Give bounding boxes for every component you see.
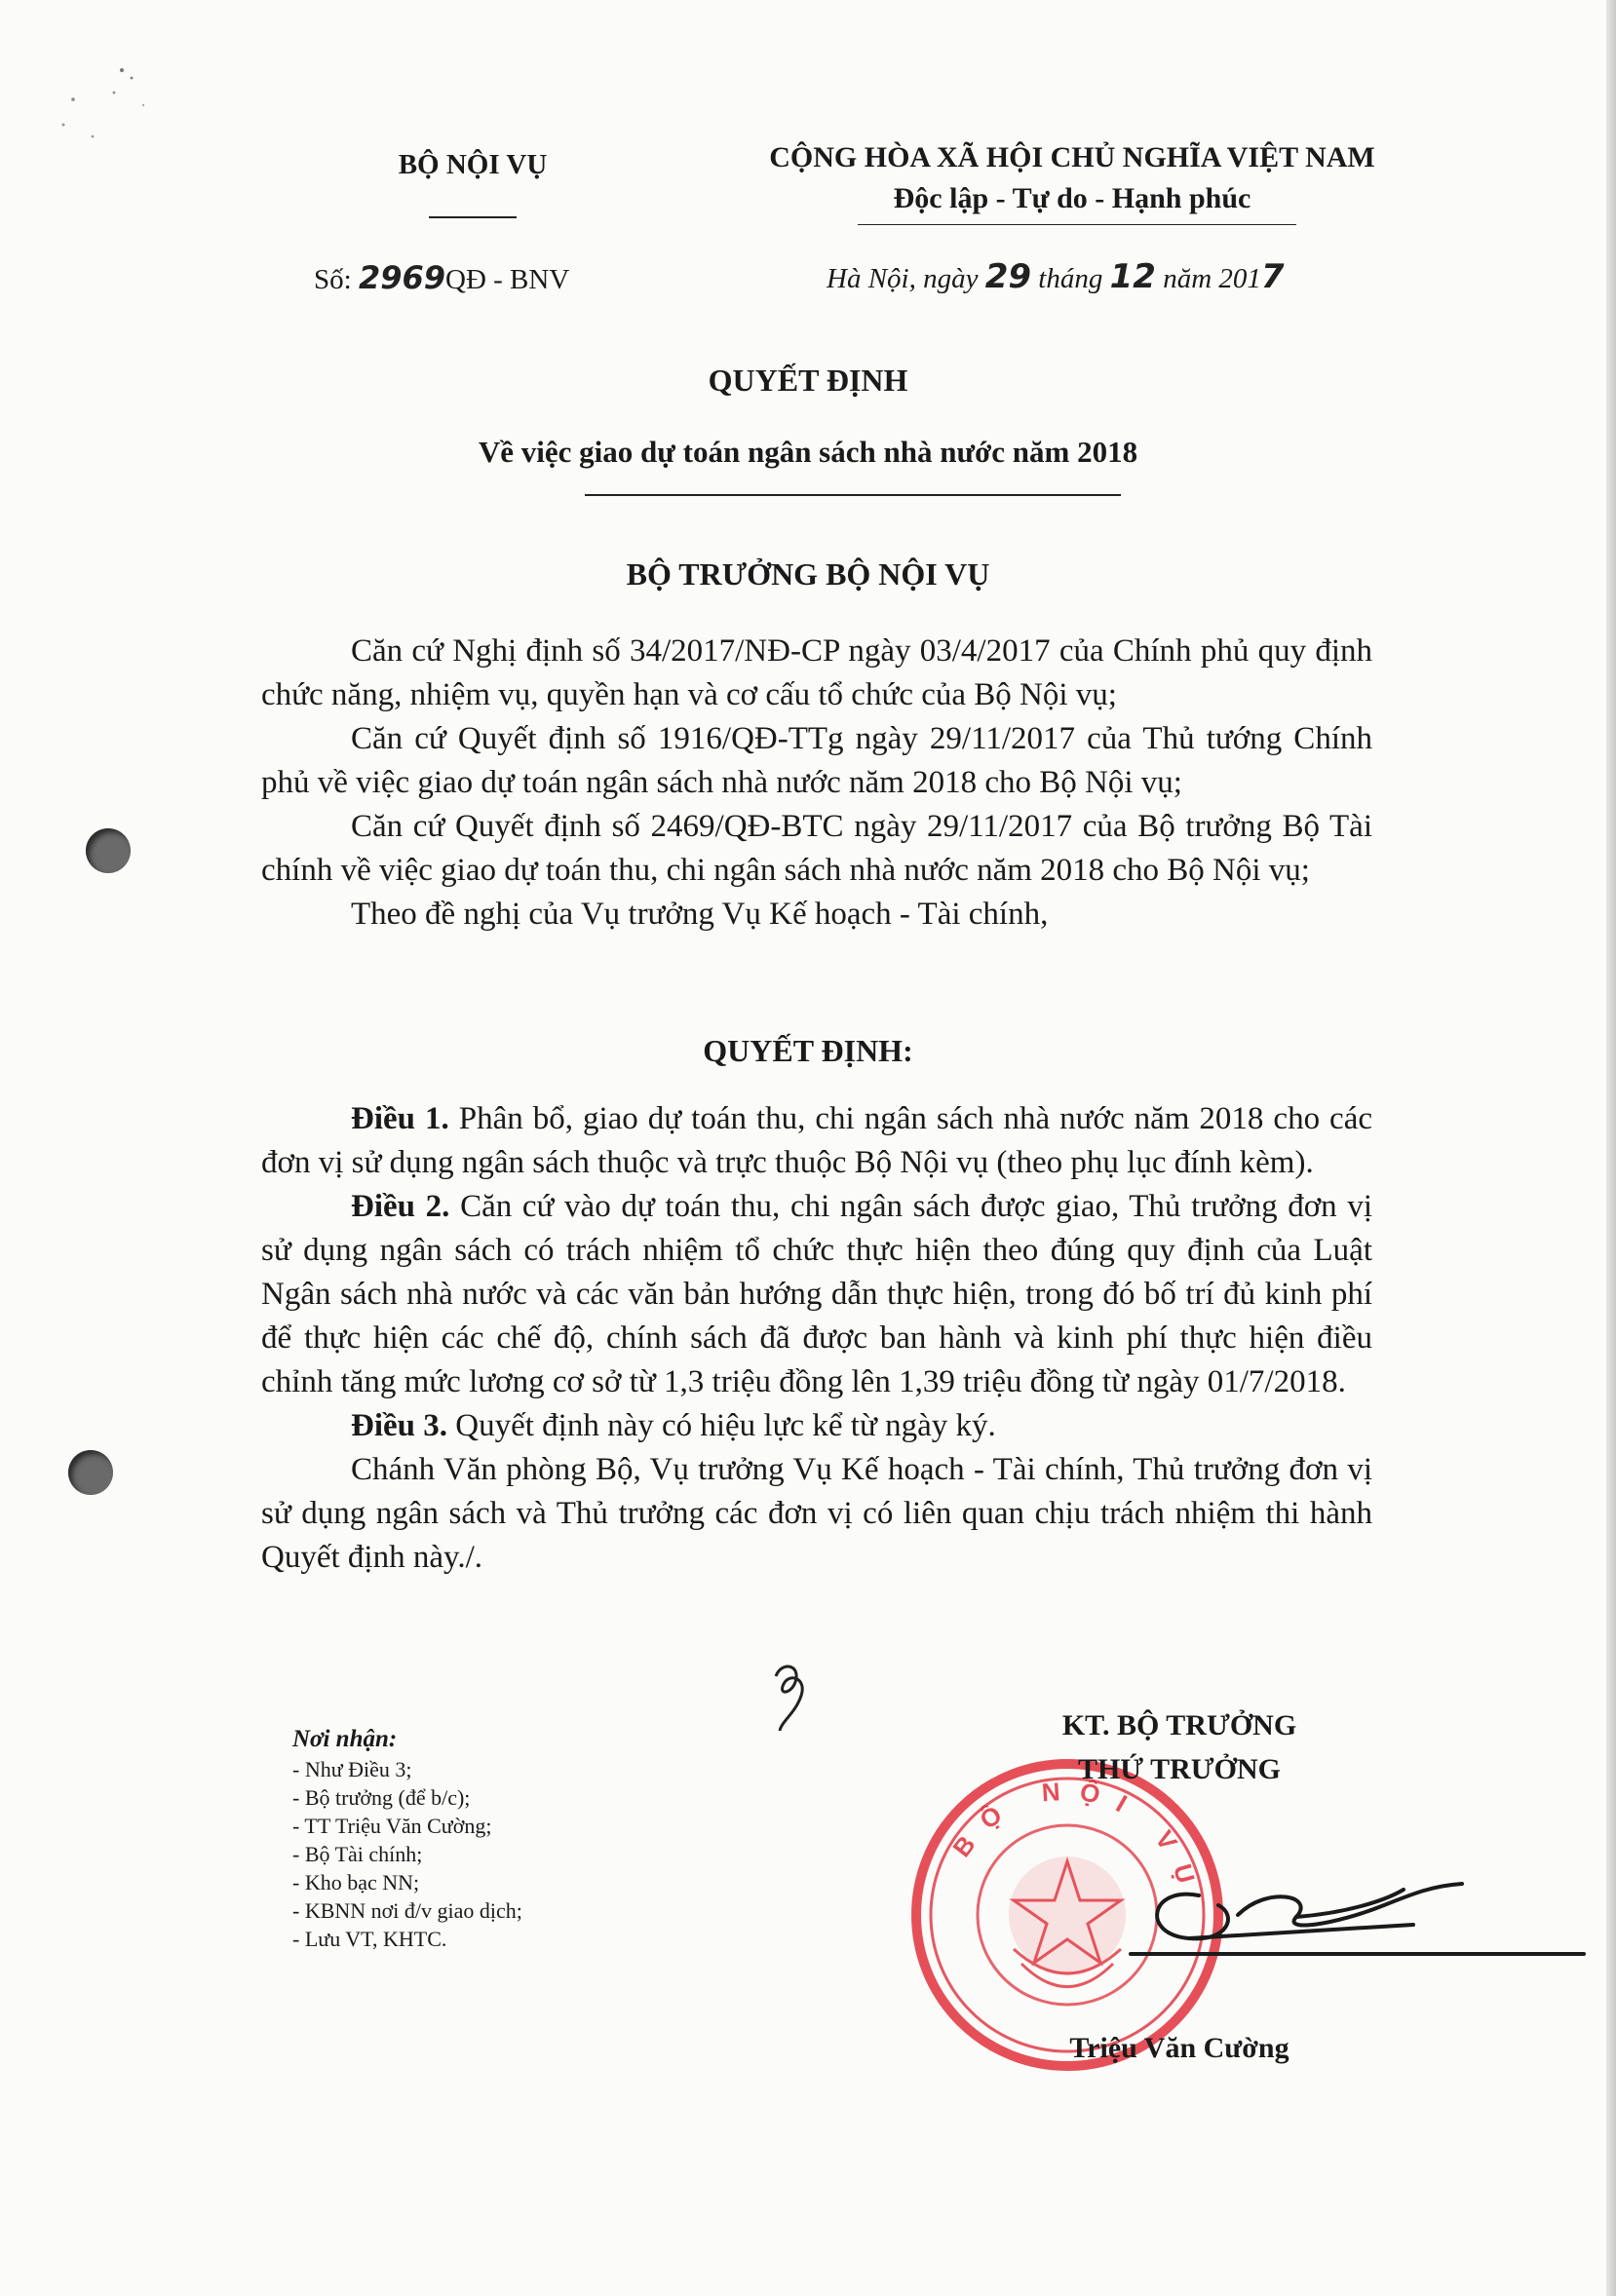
issuing-authority: BỘ TRƯỞNG BỘ NỘI VỤ: [626, 556, 990, 592]
document-date: [827, 257, 1285, 296]
recipient-item: - Kho bạc NN;: [292, 1870, 420, 1894]
article-text: Quyết định này có hiệu lực kể từ ngày ký.: [455, 1408, 996, 1443]
number-prefix: Số:: [314, 264, 352, 295]
recipient-item: - Bộ trưởng (để b/c);: [292, 1785, 471, 1810]
signature-title-1: KT. BỘ TRƯỞNG: [1061, 1709, 1297, 1741]
recipient-item: - Bộ Tài chính;: [292, 1842, 423, 1866]
article-2: [261, 1185, 1372, 1404]
handwritten-signature: [1092, 1856, 1598, 2003]
recipient-item: - Lưu VT, KHTC.: [292, 1927, 447, 1951]
preamble-item: Căn cứ Quyết định số 1916/QĐ-TTg ngày 29/11/2017 của Thủ tướng Chính phủ về việc giao dự toán ngân sách nhà nước năm 2018 cho Bộ Nội vụ;: [261, 721, 1372, 800]
scan-specks: [54, 58, 171, 146]
date-month: 12: [1109, 257, 1156, 296]
signer-name: Triệu Văn Cường: [1069, 2032, 1289, 2064]
article-3: [261, 1404, 1372, 1448]
date-year-word: năm 201: [1163, 263, 1261, 294]
number-handwritten: 2969: [358, 259, 445, 296]
motto: Độc lập - Tự do - Hạnh phúc: [893, 182, 1251, 214]
date-day: 29: [984, 257, 1032, 296]
recipients-heading: Nơi nhận:: [292, 1726, 398, 1752]
motto-underline: [858, 224, 1296, 225]
document-subject: Về việc giao dự toán ngân sách nhà nước năm 2018: [478, 435, 1138, 469]
closing-paragraph: Chánh Văn phòng Bộ, Vụ trưởng Vụ Kế hoạch - Tài chính, Thủ trưởng đơn vị sử dụng ngân sách và Thủ trưởng các đơn vị có liên quan chịu trách nhiệm thi hành Quyết định này./.: [261, 1452, 1372, 1575]
preamble-item: Theo đề nghị của Vụ trưởng Vụ Kế hoạch - Tài chính,: [351, 897, 1049, 932]
scan-edge: [1606, 0, 1616, 2296]
initial-mark: [768, 1657, 817, 1735]
recipient-item: - TT Triệu Văn Cường;: [292, 1814, 492, 1838]
ministry-underline: [429, 216, 517, 218]
recipients-block: [292, 1725, 522, 1953]
nation-name: CỘNG HÒA XÃ HỘI CHỦ NGHĨA VIỆT NAM: [769, 141, 1375, 173]
number-suffix: QĐ - BNV: [445, 264, 570, 295]
article-text: Phân bổ, giao dự toán thu, chi ngân sách nhà nước năm 2018 cho các đơn vị sử dụng ngân sách thuộc và trực thuộc Bộ Nội vụ (theo phụ lục đính kèm).: [261, 1101, 1372, 1180]
article-label: Điều 2.: [351, 1189, 450, 1224]
article-label: Điều 1.: [351, 1101, 449, 1136]
subject-underline: [585, 494, 1121, 496]
punch-hole-top: [86, 828, 131, 873]
punch-hole-bottom: [68, 1450, 113, 1495]
document-number: [314, 259, 569, 296]
decision-heading: QUYẾT ĐỊNH:: [703, 1033, 913, 1068]
date-place: Hà Nội, ngày: [827, 263, 979, 294]
article-label: Điều 3.: [351, 1408, 447, 1443]
articles: [261, 1097, 1372, 1580]
stamp-text: BỘ NỘI VỤ: [946, 1776, 1206, 1903]
preamble: [261, 630, 1372, 937]
recipient-item: - KBNN nơi đ/v giao dịch;: [292, 1898, 522, 1923]
document-type: QUYẾT ĐỊNH: [708, 363, 908, 398]
signature-title-2: THỨ TRƯỞNG: [1077, 1753, 1282, 1785]
date-month-word: tháng: [1038, 263, 1103, 294]
article-1: [261, 1097, 1372, 1185]
date-year-digit: 7: [1260, 257, 1285, 296]
ministry-name: BỘ NỘI VỤ: [398, 149, 548, 180]
preamble-item: Căn cứ Nghị định số 34/2017/NĐ-CP ngày 03/4/2017 của Chính phủ quy định chức năng, nhiệm vụ, quyền hạn và cơ cấu tổ chức của Bộ Nội vụ;: [261, 633, 1372, 712]
article-text: Căn cứ vào dự toán thu, chi ngân sách được giao, Thủ trưởng đơn vị sử dụng ngân sách có trách nhiệm tổ chức thực hiện theo đúng quy định của Luật Ngân sách nhà nước và các văn bản hướng dẫn thực hiện, trong đó bố trí đủ kinh phí để thực hiện các chế độ, chính sách đã được ban hành và kinh phí thực hiện điều chỉnh tăng mức lương cơ sở từ 1,3 triệu đồng lên 1,39 triệu đồng từ ngày 01/7/2018.: [261, 1189, 1373, 1399]
preamble-item: Căn cứ Quyết định số 2469/QĐ-BTC ngày 29/11/2017 của Bộ trưởng Bộ Tài chính về việc giao dự toán thu, chi ngân sách nhà nước năm 2018 cho Bộ Nội vụ;: [261, 809, 1372, 888]
recipient-item: - Như Điều 3;: [292, 1757, 412, 1781]
